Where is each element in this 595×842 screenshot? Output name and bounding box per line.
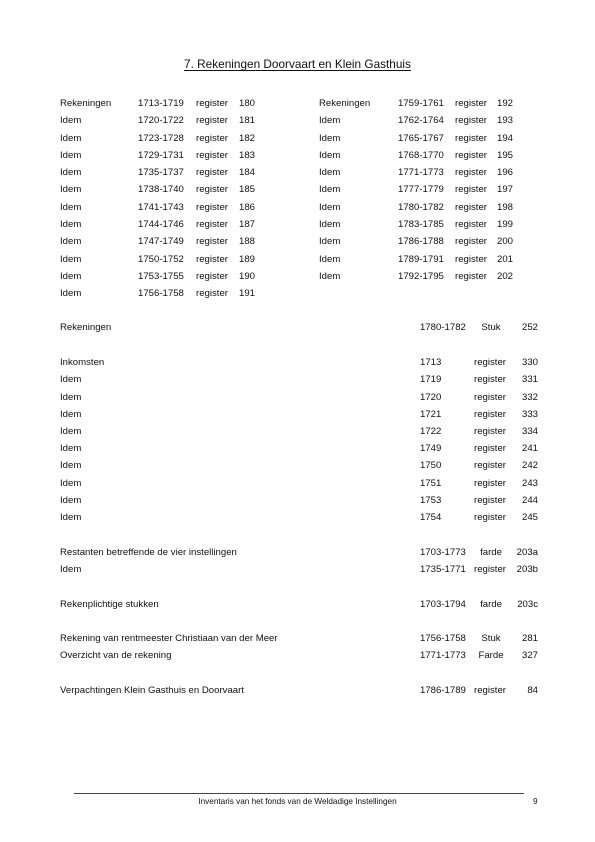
entry-years: 1719	[420, 374, 442, 385]
entry-number: 180	[239, 98, 256, 109]
entry-description: Idem	[60, 495, 82, 506]
entry-years: 1753-1755	[138, 270, 184, 282]
entry-number: 245	[521, 512, 538, 523]
entry-years: 1780-1782	[398, 201, 444, 213]
entry-years: 1729-1731	[138, 149, 184, 161]
entry-type: register	[455, 167, 487, 179]
entry-years: 1777-1779	[398, 184, 444, 196]
entry-type: register	[196, 270, 228, 282]
entry-row	[60, 391, 540, 405]
entry-type: register	[474, 512, 506, 523]
entry-type: register	[196, 253, 228, 265]
entry-number: 197	[497, 184, 514, 196]
entry-number: 241	[521, 443, 538, 454]
entry-type: register	[455, 270, 487, 282]
entry-type: register	[474, 357, 506, 368]
footer-rule	[74, 793, 524, 794]
entry-name: Idem	[60, 115, 82, 127]
entry-years: 1744-1746	[138, 219, 184, 231]
entry-name: Rekeningen	[60, 98, 112, 109]
entry-years: 1750	[420, 460, 442, 471]
entry-type: register	[196, 115, 228, 127]
entry-years: 1735-1771	[420, 564, 466, 575]
entry-name: Idem	[319, 219, 341, 231]
entry-number: 332	[521, 392, 538, 403]
entry-years: 1721	[420, 409, 442, 420]
entry-number: 181	[239, 115, 256, 127]
entry-name: Idem	[60, 236, 82, 248]
entry-name: Idem	[60, 253, 82, 265]
entry-row	[60, 321, 540, 335]
entry-number: 201	[497, 253, 514, 265]
entry-years: 1759-1761	[398, 98, 444, 109]
entry-name: Idem	[60, 219, 82, 231]
entry-name: Idem	[319, 253, 341, 265]
entry-description: Idem	[60, 409, 82, 420]
entry-type: register	[474, 495, 506, 506]
entry-type: register	[196, 149, 228, 161]
entry-name: Idem	[60, 167, 82, 179]
entry-number: 202	[497, 270, 514, 282]
entry-description: Idem	[60, 478, 82, 489]
footer-text: Inventaris van het fonds van de Weldadige Instellingen	[198, 797, 397, 806]
entry-name: Idem	[319, 201, 341, 213]
entry-type: register	[455, 201, 487, 213]
entry-type: farde	[480, 599, 502, 610]
entry-years: 1789-1791	[398, 253, 444, 265]
entry-description: Rekeningen	[60, 322, 112, 333]
entry-description: Rekening van rentmeester Christiaan van der Meer	[60, 633, 278, 644]
entry-years: 1786-1788	[398, 236, 444, 248]
entry-type: register	[455, 115, 487, 127]
entry-description: Idem	[60, 460, 82, 471]
entry-years: 1750-1752	[138, 253, 184, 265]
entry-description: Inkomsten	[60, 357, 105, 368]
entry-number: 193	[497, 115, 514, 127]
entry-years: 1754	[420, 512, 442, 523]
entry-number: 189	[239, 253, 256, 265]
entry-type: register	[474, 685, 506, 696]
entry-years: 1780-1782	[420, 322, 466, 333]
entry-type: register	[196, 201, 228, 213]
entry-description: Verpachtingen Klein Gasthuis en Doorvaart	[60, 685, 244, 696]
entry-name: Idem	[319, 270, 341, 282]
entry-row	[60, 649, 540, 663]
entry-type: register	[455, 219, 487, 231]
entry-number: 182	[239, 132, 256, 144]
entry-years: 1762-1764	[398, 115, 444, 127]
entry-number: 200	[497, 236, 514, 248]
entry-name: Idem	[60, 149, 82, 161]
entry-type: register	[455, 149, 487, 161]
entry-number: 185	[239, 184, 256, 196]
entry-number: 188	[239, 236, 256, 248]
entry-years: 1720	[420, 392, 442, 403]
entry-name: Idem	[319, 236, 341, 248]
entry-description: Idem	[60, 374, 82, 385]
entry-years: 1753	[420, 495, 442, 506]
entry-years: 1771-1773	[420, 650, 466, 661]
entry-number: 199	[497, 219, 514, 231]
entry-name: Idem	[319, 132, 341, 144]
entry-name: Idem	[319, 184, 341, 196]
entry-years: 1756-1758	[420, 633, 466, 644]
entry-number: 186	[239, 201, 256, 213]
entry-number: 190	[239, 270, 256, 282]
entry-type: farde	[480, 547, 502, 558]
entry-years: 1741-1743	[138, 201, 184, 213]
entry-years: 1720-1722	[138, 115, 184, 127]
entry-number: 203b	[516, 564, 538, 575]
entry-number: 191	[239, 288, 256, 300]
entry-row	[60, 632, 540, 646]
entry-number: 333	[521, 409, 538, 420]
entry-description: Idem	[60, 426, 82, 437]
entry-row	[60, 477, 540, 491]
entry-type: Stuk	[481, 322, 501, 333]
page-number: 9	[533, 797, 538, 806]
entry-number: 192	[497, 98, 514, 109]
entry-type: Farde	[478, 650, 504, 661]
entry-name: Idem	[60, 132, 82, 144]
entry-number: 203a	[516, 547, 538, 558]
entry-name: Rekeningen	[319, 98, 371, 109]
entry-number: 330	[521, 357, 538, 368]
entry-name: Idem	[319, 115, 341, 127]
entry-description: Idem	[60, 564, 82, 575]
entry-type: register	[474, 564, 506, 575]
entry-number: 331	[521, 374, 538, 385]
entry-type: register	[474, 426, 506, 437]
entry-row	[60, 442, 540, 456]
entry-type: register	[474, 374, 506, 385]
entry-row	[60, 563, 540, 577]
entry-number: 198	[497, 201, 514, 213]
entry-number: 244	[521, 495, 538, 506]
entry-type: register	[196, 184, 228, 196]
entry-row	[60, 408, 540, 422]
entry-name: Idem	[319, 167, 341, 179]
entry-years: 1738-1740	[138, 184, 184, 196]
entry-description: Rekenplichtige stukken	[60, 599, 159, 610]
entry-type: register	[455, 236, 487, 248]
entry-years: 1703-1794	[420, 599, 466, 610]
entry-type: register	[474, 392, 506, 403]
entry-years: 1783-1785	[398, 219, 444, 231]
entry-number: 327	[521, 650, 538, 661]
entry-number: 243	[521, 478, 538, 489]
entry-type: register	[474, 443, 506, 454]
entry-description: Idem	[60, 512, 82, 523]
entry-row	[60, 598, 540, 612]
entry-type: register	[455, 132, 487, 144]
entry-years: 1771-1773	[398, 167, 444, 179]
entry-number: 184	[239, 167, 256, 179]
entry-type: register	[474, 478, 506, 489]
entry-number: 187	[239, 219, 256, 231]
entry-type: register	[474, 460, 506, 471]
entry-years: 1747-1749	[138, 236, 184, 248]
entry-description: Restanten betreffende de vier instellingen	[60, 547, 237, 558]
entry-years: 1792-1795	[398, 270, 444, 282]
entry-type: register	[196, 132, 228, 144]
entry-name: Idem	[60, 184, 82, 196]
entry-type: register	[196, 98, 228, 109]
entry-number: 194	[497, 132, 514, 144]
entry-row	[60, 546, 540, 560]
entry-type: Stuk	[481, 633, 501, 644]
entry-years: 1751	[420, 478, 442, 489]
entry-type: register	[196, 288, 228, 300]
entry-row	[60, 459, 540, 473]
entry-type: register	[196, 236, 228, 248]
entry-years: 1713	[420, 357, 442, 368]
entry-description: Idem	[60, 392, 82, 403]
section-title: 7. Rekeningen Doorvaart en Klein Gasthuis	[184, 57, 411, 71]
entry-row	[60, 494, 540, 508]
entry-years: 1786-1789	[420, 685, 466, 696]
entry-row	[60, 425, 540, 439]
entry-description: Overzicht van de rekening	[60, 650, 172, 661]
entry-number: 183	[239, 149, 256, 161]
entry-name: Idem	[319, 149, 341, 161]
entry-number: 242	[521, 460, 538, 471]
entry-number: 281	[521, 633, 538, 644]
entry-years: 1735-1737	[138, 167, 184, 179]
entry-years: 1749	[420, 443, 442, 454]
entry-description: Idem	[60, 443, 82, 454]
entry-type: register	[196, 219, 228, 231]
entry-number: 334	[521, 426, 538, 437]
entry-row	[60, 356, 540, 370]
entry-type: register	[455, 253, 487, 265]
entry-number: 84	[527, 685, 538, 696]
entry-type: register	[474, 409, 506, 420]
entry-number: 252	[521, 322, 538, 333]
entry-years: 1713-1719	[138, 98, 184, 109]
entry-row	[60, 373, 540, 387]
entry-years: 1703-1773	[420, 547, 466, 558]
entry-type: register	[196, 167, 228, 179]
entry-number: 196	[497, 167, 514, 179]
entry-years: 1768-1770	[398, 149, 444, 161]
entry-name: Idem	[60, 288, 82, 300]
entry-name: Idem	[60, 270, 82, 282]
entry-years: 1756-1758	[138, 288, 184, 300]
entry-years: 1723-1728	[138, 132, 184, 144]
entry-type: register	[455, 98, 487, 109]
entry-row	[60, 511, 540, 525]
entry-years: 1722	[420, 426, 442, 437]
entry-years: 1765-1767	[398, 132, 444, 144]
entry-row	[60, 684, 540, 698]
entry-number: 203c	[517, 599, 538, 610]
entry-type: register	[455, 184, 487, 196]
entry-name: Idem	[60, 201, 82, 213]
entry-number: 195	[497, 149, 514, 161]
